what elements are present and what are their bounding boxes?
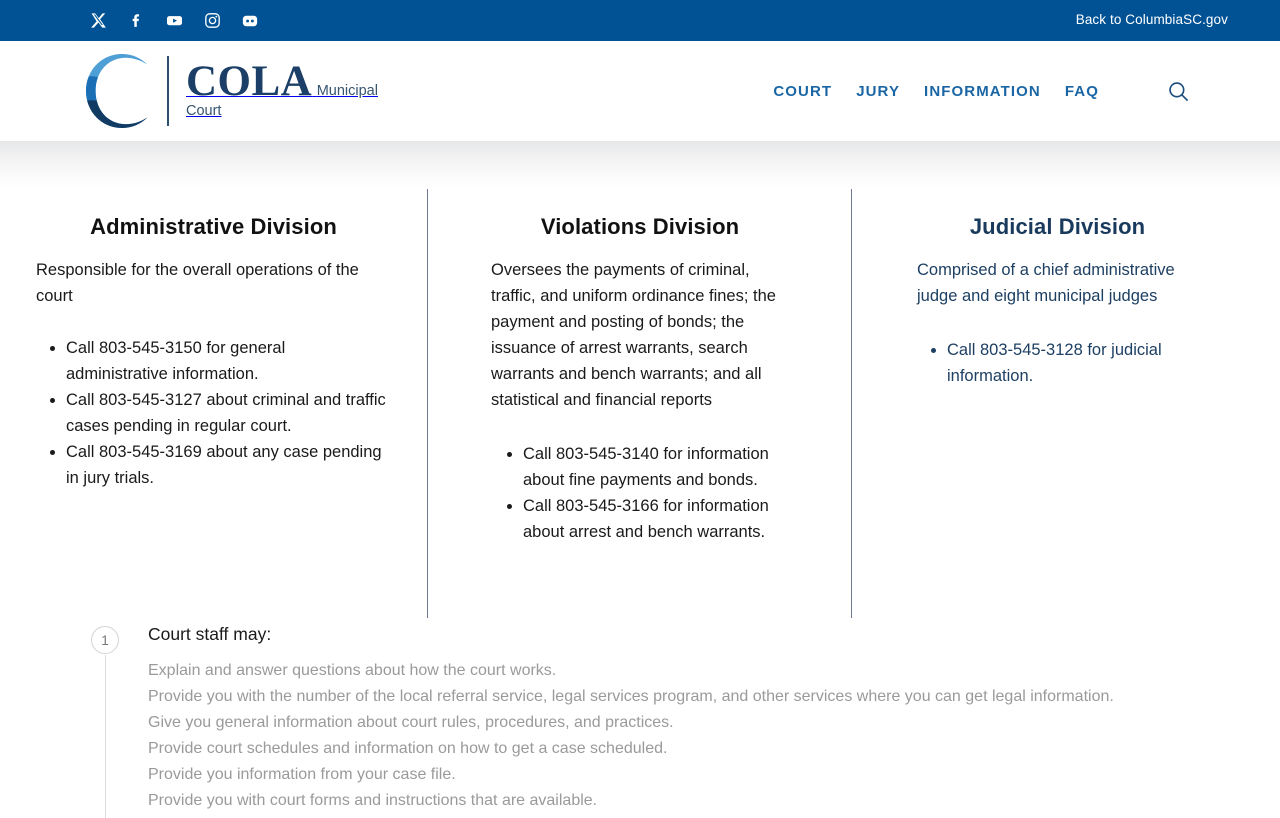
step-detail-line: Provide you with court forms and instructions that are available. [148,792,598,809]
division-column-judicial [851,189,1280,618]
nav-information[interactable]: INFORMATION [924,82,1041,100]
search-icon[interactable] [1166,79,1190,103]
step-detail-line: Give you general information about court rules, procedures, and practices. [148,714,674,731]
column-divider-1 [427,189,428,670]
division-title: Violations Division [540,214,740,239]
facebook-icon[interactable] [126,11,146,31]
column-divider-2 [851,189,852,670]
youtube-icon[interactable] [164,11,184,31]
step-content [148,618,1280,814]
step-detail-line: Provide you information from your case file. [148,766,456,783]
step-heading: Court staff may: [148,624,272,644]
division-contact-list [917,337,1198,389]
logo-subtitle-line1: Municipal [316,83,378,100]
logo-wordmark [186,58,378,120]
division-title: Administrative Division [90,214,337,239]
divisions-section [0,141,1280,570]
logo-divider [167,56,169,126]
x-twitter-icon[interactable] [88,11,108,31]
nav-court[interactable]: COURT [773,82,833,100]
cola-crescent-logo-icon [84,52,160,130]
division-intro: Comprised of a chief administrative judge and eight municipal judges [917,261,1175,305]
division-contact-list [491,441,789,545]
flickr-icon[interactable] [240,11,260,31]
logo-link[interactable] [84,52,378,130]
step-detail-line: Explain and answer questions about how the court works. [148,662,557,679]
list-item: • Call 803-545-3150 for general administrative information. [66,335,391,387]
site-header [0,41,1280,141]
logo-title: COLA [186,58,313,106]
list-item: • Call 803-545-3128 for judicial information. [947,337,1198,389]
step-connector-line [105,655,106,818]
top-utility-bar [0,0,1280,41]
list-item: • Call 803-545-3127 about criminal and traffic cases pending in regular court. [66,387,391,439]
step-detail-line: Provide court schedules and information on how to get a case scheduled. [148,740,668,757]
division-intro: Responsible for the overall operations of the court [36,261,359,305]
list-item: • Call 803-545-3140 for information about fine payments and bonds. [523,441,789,493]
list-item: • Call 803-545-3166 for information about arrest and bench warrants. [523,493,789,545]
list-item: • Call 803-545-3169 about any case pending in jury trials. [66,439,391,491]
division-intro: Oversees the payments of criminal, traffic, and uniform ordinance fines; the payment and posting of bonds; the issuance of arrest warrants, search warrants and bench warrants; and all statistical and financial reports [491,261,776,409]
step-number: 1 [91,626,119,654]
nav-jury[interactable]: JURY [856,82,901,100]
social-links [88,11,260,31]
division-contact-list [36,335,391,491]
back-to-columbiasc-link[interactable]: Back to ColumbiaSC.gov [1075,12,1228,27]
divisions-columns [0,189,1280,618]
step-number-marker [88,623,122,657]
step-detail-line: Provide you with the number of the local referral service, legal services program, and other services where you can get legal information. [148,688,1114,705]
court-staff-steps-section [0,618,1280,809]
step-item-1 [0,618,1280,814]
main-navigation [761,41,1280,141]
division-column-administrative [0,189,427,618]
instagram-icon[interactable] [202,11,222,31]
division-column-violations [427,189,851,618]
logo-subtitle-line2: Court [186,102,222,119]
nav-faq[interactable]: FAQ [1064,82,1099,100]
division-title: Judicial Division [969,214,1146,239]
